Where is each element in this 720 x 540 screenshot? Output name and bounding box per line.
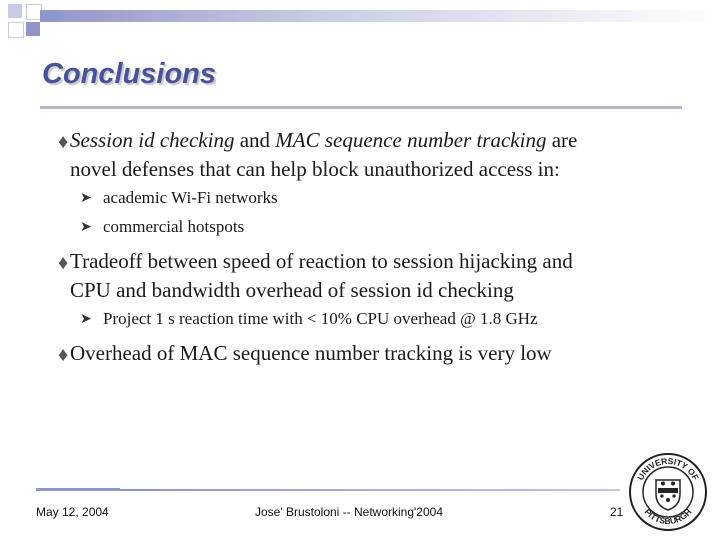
page-number: 21 (610, 505, 624, 519)
bullet-1-text (70, 126, 670, 184)
bullet-3-text (70, 339, 670, 368)
footer-accent-bar (36, 488, 120, 491)
arrowhead-bullet-icon: ➤ (80, 191, 92, 206)
title-divider (40, 106, 682, 109)
bullet-1-line-2: novel defenses that can help block unauthorized access in: (70, 157, 560, 181)
diamond-bullet-icon: ♦ (58, 344, 69, 366)
top-gradient-bar (40, 10, 716, 22)
seal-text-bottom: PITTSBURGH (642, 506, 694, 527)
footer-date: May 12, 2004 (36, 505, 109, 519)
slide-title: Conclusions (42, 58, 217, 90)
footer-presenter: Jose' Brustoloni -- Networking'2004 (255, 505, 444, 519)
sub-bullet-reaction-time: Project 1 s reaction time with < 10% CPU overhead @ 1.8 GHz (103, 309, 538, 328)
university-seal-icon (628, 452, 708, 532)
arrowhead-bullet-icon: ➤ (80, 220, 92, 235)
bullet-3-line-1: Overhead of MAC sequence number tracking is very low (70, 341, 552, 365)
decorative-squares (0, 0, 60, 50)
sub-bullet-academic: academic Wi-Fi networks (103, 188, 278, 207)
bullet-1-line-1 (70, 126, 670, 155)
bullet-1-plain-2: are (546, 128, 578, 152)
seal-text-top: UNIVERSITY OF (635, 455, 701, 482)
footer-divider (120, 489, 620, 491)
bullet-1-plain-1: and (234, 128, 276, 152)
bullet-1-italic-2: MAC sequence number tracking (275, 128, 547, 152)
bullet-2-line-1: Tradeoff between speed of reaction to session hijacking and (70, 249, 573, 273)
arrowhead-bullet-icon: ➤ (80, 312, 92, 327)
diamond-bullet-icon: ♦ (58, 252, 69, 274)
bullet-1-italic-1: Session id checking (70, 128, 235, 152)
diamond-bullet-icon: ♦ (58, 131, 69, 153)
sub-bullet-hotspots: commercial hotspots (103, 217, 245, 236)
bullet-2-text (70, 247, 670, 305)
bullet-2-line-2: CPU and bandwidth overhead of session id checking (70, 278, 514, 302)
